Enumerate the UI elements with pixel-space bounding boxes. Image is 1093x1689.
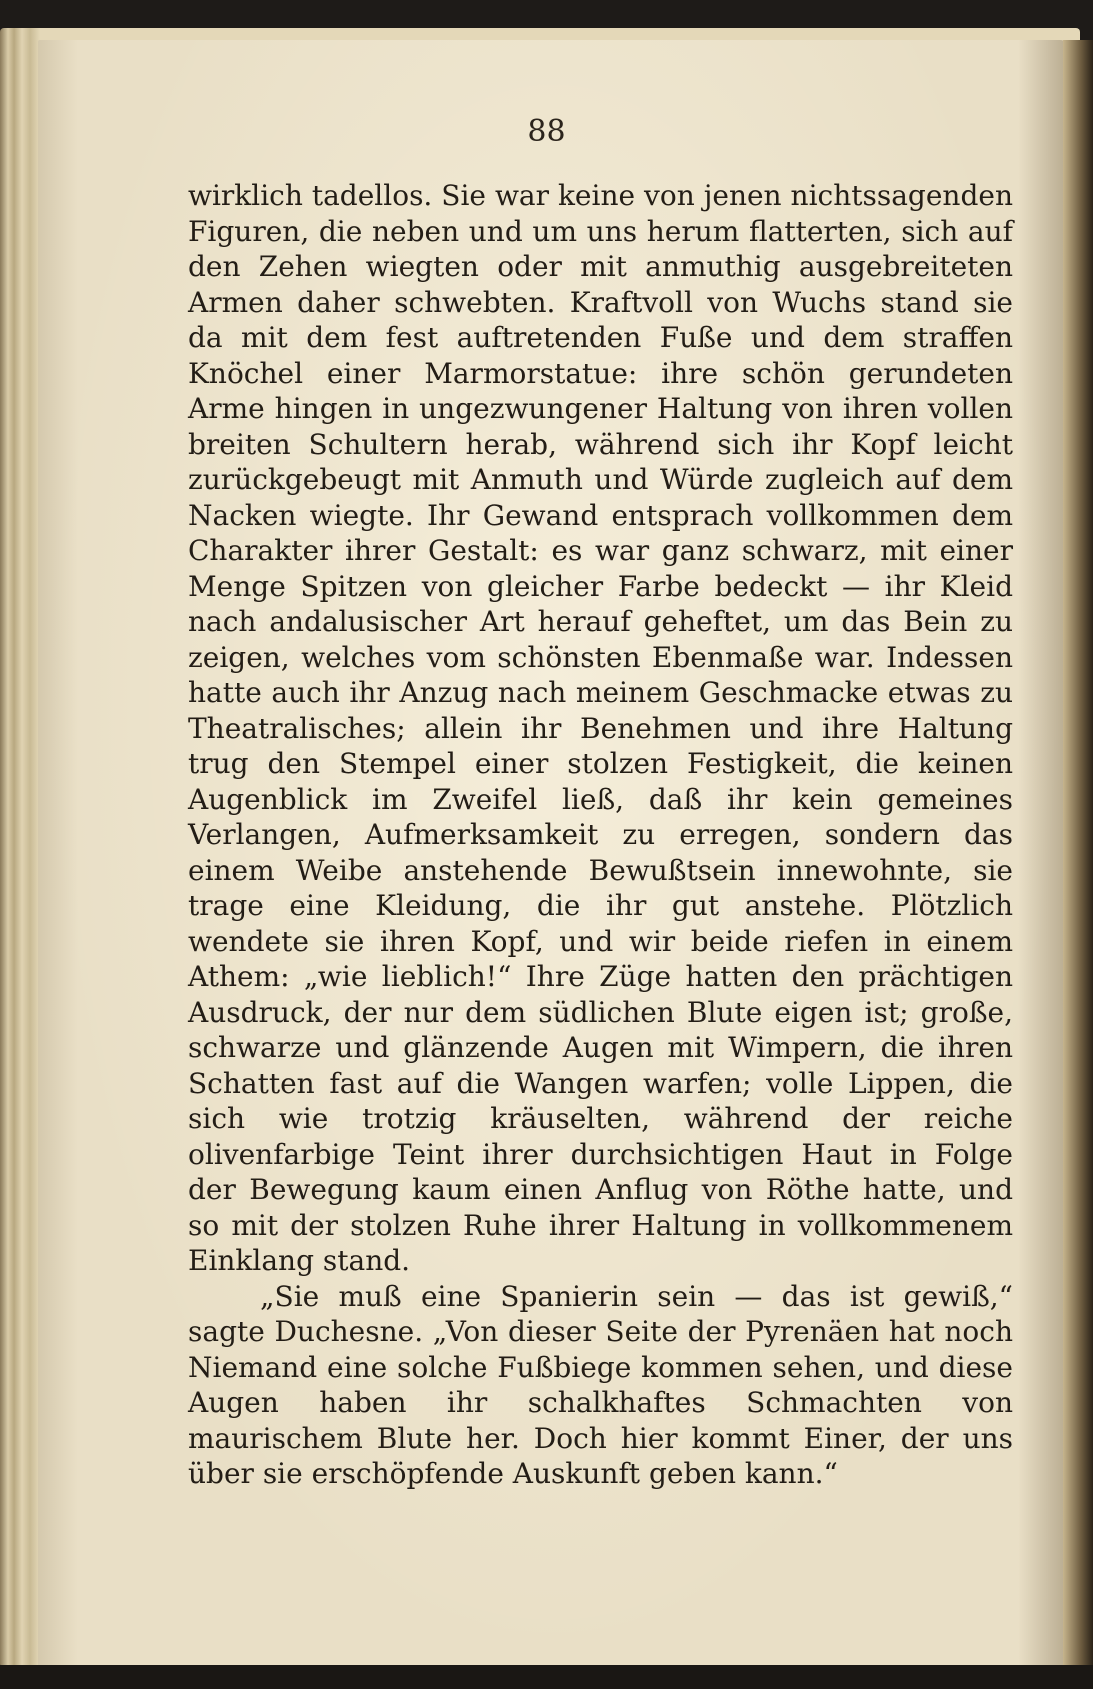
paragraph-1: wirklich tadellos. Sie war keine von jenen nichtssagenden Figuren, die neben und um uns herum flatterten, sich auf den Zehen wiegten oder mit anmuthig ausgebreiteten Armen daher schwebten. Kraftvoll von Wuchs stand sie da mit dem fest auftretenden Fuße und dem straffen Knöchel einer Marmorstatue: ihre schön gerundeten Arme hingen in ungezwungener Haltung von ihren vollen breiten Schultern herab, während sich ihr Kopf leicht zurückgebeugt mit Anmuth und Würde zugleich auf dem Nacken wiegte. Ihr Gewand entsprach vollkommen dem Charakter ihrer Gestalt: es war ganz schwarz, mit einer Menge Spitzen von gleicher Farbe bedeckt — ihr Kleid nach andalusischer Art herauf geheftet, um das Bein zu zeigen, welches vom schönsten Ebenmaße war. Indessen hatte auch ihr Anzug nach meinem Geschmacke etwas zu Theatralisches; allein ihr Benehmen und ihre Haltung trug den Stempel einer stolzen Festigkeit, die keinen Augenblick im Zweifel ließ, daß ihr kein gemeines Verlangen, Aufmerksamkeit zu erregen, sondern das einem Weibe anstehende Bewußtsein innewohnte, sie trage eine Kleidung, die ihr gut anstehe. Plötzlich wendete sie ihren Kopf, und wir beide riefen in einem Athem: „wie lieblich!“ Ihre Züge hatten den prächtigen Ausdruck, der nur dem südlichen Blute eigen ist; große, schwarze und glänzende Augen mit Wimpern, die ihren Schatten fast auf die Wangen warfen; volle Lippen, die sich wie trotzig kräuselten, während der reiche olivenfarbige Teint ihrer durchsichtigen Haut in Folge der Bewegung kaum einen Anflug von Röthe hatte, und so mit der stolzen Ruhe ihrer Haltung in vollkommenem Einklang stand.: [188, 179, 1013, 1277]
body-text: [188, 178, 1013, 1492]
binding-shadow: [1063, 40, 1093, 1670]
bottom-edge: [0, 1665, 1093, 1689]
paragraph-2: „Sie muß eine Spanierin sein — das ist gewiß,“ sagte Duchesne. „Von dieser Seite der Pyrenäen hat noch Niemand eine solche Fußbiege kommen sehen, und diese Augen haben ihr schalkhaftes Schmachten von maurischem Blute her. Doch hier kommt Einer, der uns über sie erschöpfende Auskunft geben kann.“: [188, 1279, 1013, 1490]
page-number: 88: [527, 114, 566, 149]
